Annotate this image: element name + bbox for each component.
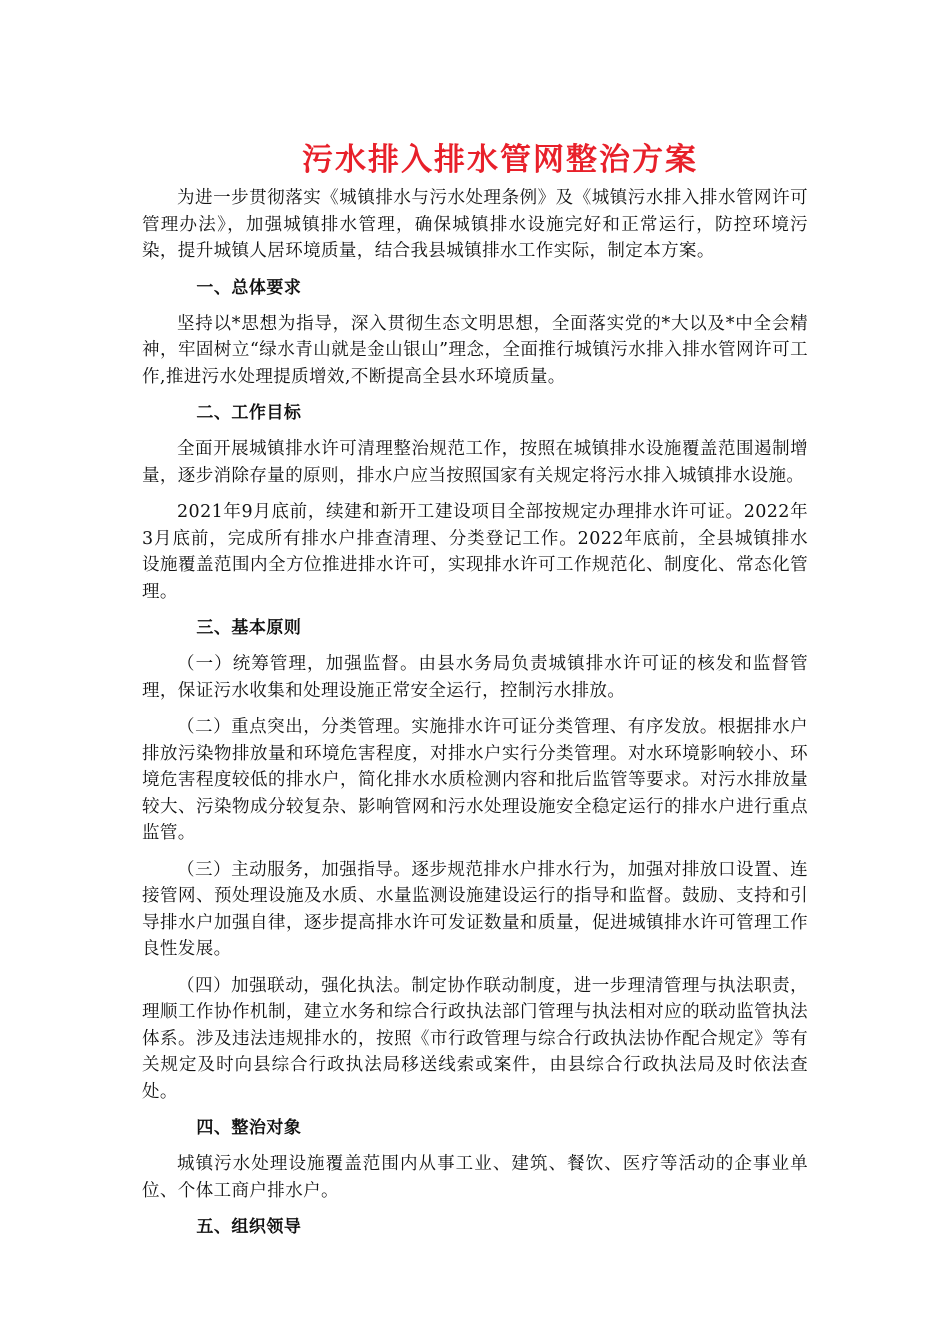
document-body: [142, 185, 808, 1250]
document-title: 污水排入排水管网整治方案: [302, 142, 698, 178]
section-heading-work-goals: 二、工作目标: [196, 403, 302, 423]
principle-paragraph-4: （四）加强联动，强化执法。制定协作联动制度，进一步理清管理与执法职责，理顺工作协作机制，建立水务和综合行政执法部门管理与执法相对应的联动监管执法体系。涉及违法违规排水的，按照《市行政管理与综合行政执法协作配合规定》等有关规定及时向县综合行政执法局移送线索或案件，由县综合行政执法局及时依法查处。: [142, 975, 808, 1102]
section-heading-targets: 四、整治对象: [196, 1118, 302, 1138]
work-goals-paragraph-2: 2021年9月底前，续建和新开工建设项目全部按规定办理排水许可证。2022年3月底前，完成所有排水户排查清理、分类登记工作。2022年底前，全县城镇排水设施覆盖范围内全方位推进排水许可，实现排水许可工作规范化、制度化、常态化管理。: [142, 502, 808, 602]
intro-paragraph: 为进一步贯彻落实《城镇排水与污水处理条例》及《城镇污水排入排水管网许可管理办法》，加强城镇排水管理，确保城镇排水设施完好和正常运行，防控环境污染，提升城镇人居环境质量，结合我县城镇排水工作实际，制定本方案。: [142, 188, 808, 261]
principle-paragraph-1: （一）统筹管理，加强监督。由县水务局负责城镇排水许可证的核发和监督管理，保证污水收集和处理设施正常安全运行，控制污水排放。: [142, 654, 808, 701]
principle-paragraph-2: （二）重点突出，分类管理。实施排水许可证分类管理、有序发放。根据排水户排放污染物排放量和环境危害程度，对排水户实行分类管理。对水环境影响较小、环境危害程度较低的排水户，简化排水水质检测内容和批后监管等要求。对污水排放量较大、污染物成分较复杂、影响管网和污水处理设施安全稳定运行的排水户进行重点监管。: [142, 717, 808, 843]
targets-paragraph: 城镇污水处理设施覆盖范围内从事工业、建筑、餐饮、医疗等活动的企事业单位、个体工商户排水户。: [142, 1154, 808, 1201]
section-heading-organization: 五、组织领导: [196, 1217, 302, 1237]
section-heading-basic-principles: 三、基本原则: [196, 618, 302, 638]
principle-paragraph-3: （三）主动服务，加强指导。逐步规范排水户排水行为，加强对排放口设置、连接管网、预处理设施及水质、水量监测设施建设运行的指导和监督。鼓励、支持和引导排水户加强自律，逐步提高排水许可发证数量和质量，促进城镇排水许可管理工作良性发展。: [142, 859, 808, 959]
section-heading-general-requirements: 一、总体要求: [196, 277, 302, 298]
work-goals-paragraph-1: 全面开展城镇排水许可清理整治规范工作，按照在城镇排水设施覆盖范围遏制增量，逐步消除存量的原则，排水户应当按照国家有关规定将污水排入城镇排水设施。: [142, 439, 808, 486]
general-requirements-paragraph: 坚持以*思想为指导，深入贯彻生态文明思想，全面落实党的*大以及*中全会精神，牢固树立“绿水青山就是金山银山”理念，全面推行城镇污水排入排水管网许可工作,推进污水处理提质增效,不断提高全县水环境质量。: [142, 313, 808, 387]
